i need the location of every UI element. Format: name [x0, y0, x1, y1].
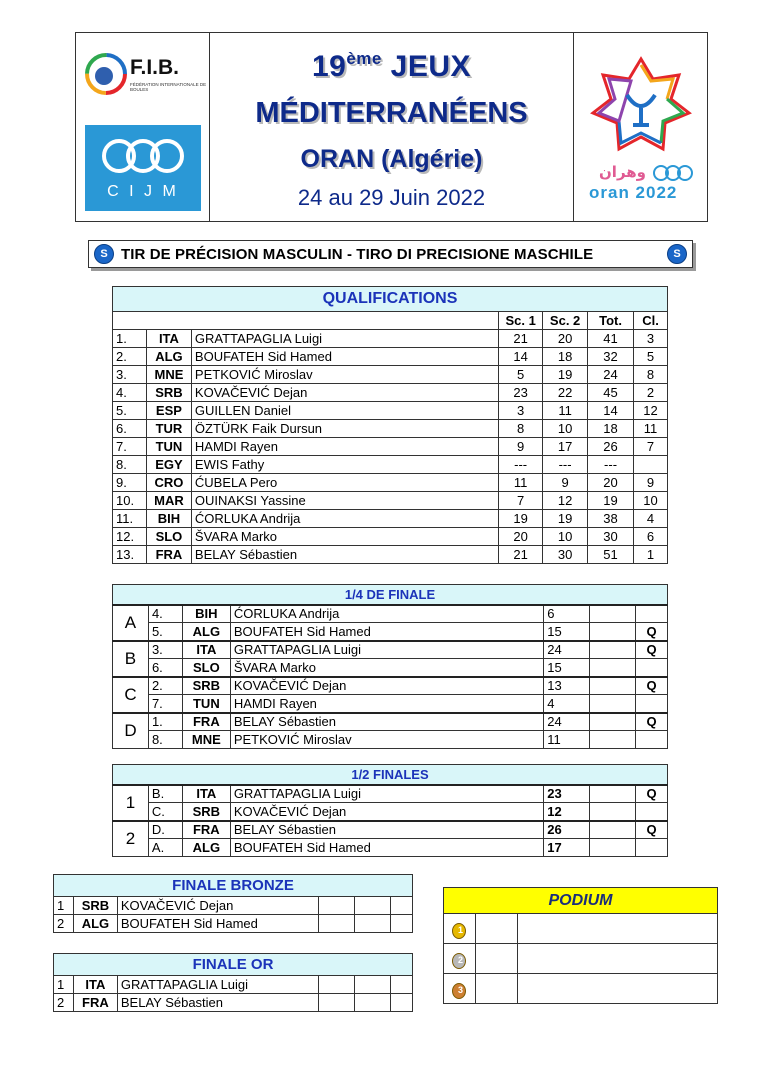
podium-name-cell [517, 944, 717, 974]
medal-number: 2 [457, 954, 463, 965]
table-row [113, 641, 668, 659]
title-line-3: ORAN (Algérie) [300, 145, 483, 173]
col-header-sc1: Sc. 1 [499, 312, 543, 330]
table-row [113, 348, 668, 366]
col-header-sc2: Sc. 2 [543, 312, 588, 330]
logos-right [573, 33, 707, 221]
rank-cell: 6. [113, 420, 147, 438]
gold-final-title: FINALE OR [54, 954, 413, 976]
title-number: 19 [311, 50, 347, 83]
country-cell: SLO [182, 659, 230, 677]
blank-cell [590, 713, 636, 731]
podium-country-cell [475, 944, 517, 974]
classification-cell [634, 456, 668, 474]
player-name-cell: GRATTAPAGLIA Luigi [230, 785, 543, 803]
seed-cell: 4. [148, 605, 182, 623]
group-label-cell: B [113, 641, 149, 677]
classification-cell: 8 [634, 366, 668, 384]
table-row [113, 366, 668, 384]
qualified-cell [636, 803, 668, 821]
table-row [113, 677, 668, 695]
score-cell: 17 [544, 839, 590, 857]
bronze-medal-icon [452, 983, 466, 999]
blank-cell [391, 915, 413, 933]
seed-cell: 7. [148, 695, 182, 713]
table-row [113, 659, 668, 677]
country-cell: EGY [146, 456, 191, 474]
score-1-cell: 21 [499, 546, 543, 564]
score-1-cell: 7 [499, 492, 543, 510]
rank-cell: 9. [113, 474, 147, 492]
blank-cell [590, 605, 636, 623]
blank-cell [590, 785, 636, 803]
group-label-cell: 2 [113, 821, 149, 857]
group-label-cell: C [113, 677, 149, 713]
player-name-cell: ŠVARA Marko [230, 659, 543, 677]
gold-final-table [53, 953, 413, 1012]
country-cell: FRA [182, 821, 230, 839]
score-2-cell: 10 [543, 528, 588, 546]
seed-cell: 1 [54, 976, 74, 994]
seed-cell: A. [148, 839, 182, 857]
rank-cell: 1. [113, 330, 147, 348]
title-block [210, 33, 573, 221]
qualified-cell: Q [636, 713, 668, 731]
player-name-cell: HAMDI Rayen [230, 695, 543, 713]
classification-cell: 12 [634, 402, 668, 420]
score-1-cell: --- [499, 456, 543, 474]
title-line-1 [210, 49, 573, 84]
qualified-cell: Q [636, 677, 668, 695]
table-row [54, 897, 413, 915]
country-cell: SLO [146, 528, 191, 546]
qualifications-table [112, 286, 668, 564]
blank-cell [319, 915, 355, 933]
semifinals-table [112, 764, 668, 857]
player-name-cell: ĆUBELA Pero [191, 474, 498, 492]
classification-cell: 3 [634, 330, 668, 348]
blank-cell [590, 659, 636, 677]
medal-number: 1 [457, 924, 463, 935]
qualified-cell [636, 659, 668, 677]
table-row [113, 420, 668, 438]
rank-cell: 13. [113, 546, 147, 564]
player-name-cell: ÖZTÜRK Faik Dursun [191, 420, 498, 438]
total-cell: 19 [588, 492, 634, 510]
score-cell: 13 [544, 677, 590, 695]
player-name-cell: EWIS Fathy [191, 456, 498, 474]
table-row [113, 695, 668, 713]
podium-row [444, 974, 718, 1004]
country-cell: ESP [146, 402, 191, 420]
blank-cell [355, 915, 391, 933]
table-row [113, 731, 668, 749]
oran-arabic-text: وهران [599, 164, 646, 181]
total-cell: 38 [588, 510, 634, 528]
score-2-cell: 19 [543, 510, 588, 528]
table-row [113, 456, 668, 474]
podium-title: PODIUM [444, 888, 718, 914]
podium-name-cell [517, 914, 717, 944]
blank-cell [319, 994, 355, 1012]
title-superscript: ème [346, 49, 382, 68]
classification-cell: 10 [634, 492, 668, 510]
country-cell: ALG [146, 348, 191, 366]
classification-cell: 7 [634, 438, 668, 456]
score-2-cell: 12 [543, 492, 588, 510]
seed-cell: 2 [54, 994, 74, 1012]
country-cell: CRO [146, 474, 191, 492]
total-cell: 41 [588, 330, 634, 348]
country-cell: SRB [146, 384, 191, 402]
medal-cell [444, 974, 476, 1004]
cijm-rings-icon [85, 131, 201, 181]
blank-cell [590, 803, 636, 821]
qualified-cell [636, 605, 668, 623]
country-cell: FRA [73, 994, 117, 1012]
rank-cell: 3. [113, 366, 147, 384]
score-1-cell: 9 [499, 438, 543, 456]
country-cell: TUR [146, 420, 191, 438]
blank-cell [590, 821, 636, 839]
blank-cell [355, 994, 391, 1012]
table-row [113, 546, 668, 564]
sport-badge-right-icon: S [667, 244, 687, 264]
rank-cell: 2. [113, 348, 147, 366]
score-2-cell: 9 [543, 474, 588, 492]
podium-table [443, 887, 718, 1004]
score-cell: 23 [544, 785, 590, 803]
score-1-cell: 5 [499, 366, 543, 384]
podium-row [444, 914, 718, 944]
fib-ball-icon [84, 52, 128, 96]
player-name-cell: PETKOVIĆ Miroslav [191, 366, 498, 384]
score-cell: 11 [544, 731, 590, 749]
blank-cell [590, 731, 636, 749]
table-row [113, 402, 668, 420]
country-cell: ITA [146, 330, 191, 348]
country-cell: MAR [146, 492, 191, 510]
player-name-cell: GRATTAPAGLIA Luigi [117, 976, 319, 994]
quarterfinals-title: 1/4 DE FINALE [113, 585, 668, 605]
country-cell: MNE [146, 366, 191, 384]
player-name-cell: BOUFATEH Sid Hamed [230, 623, 543, 641]
qualified-cell: Q [636, 785, 668, 803]
classification-cell: 6 [634, 528, 668, 546]
player-name-cell: OUINAKSI Yassine [191, 492, 498, 510]
medal-number: 3 [457, 984, 463, 995]
table-row [113, 330, 668, 348]
blank-cell [590, 641, 636, 659]
seed-cell: 5. [148, 623, 182, 641]
table-row [113, 510, 668, 528]
bronze-final-title: FINALE BRONZE [54, 875, 413, 897]
total-cell: 45 [588, 384, 634, 402]
country-cell: ALG [73, 915, 117, 933]
oran-star-icon [583, 51, 699, 161]
score-cell: 6 [544, 605, 590, 623]
country-cell: TUN [182, 695, 230, 713]
seed-cell: 1 [54, 897, 74, 915]
qualified-cell [636, 731, 668, 749]
rank-cell: 10. [113, 492, 147, 510]
blank-cell [391, 994, 413, 1012]
score-2-cell: --- [543, 456, 588, 474]
classification-cell: 2 [634, 384, 668, 402]
score-2-cell: 17 [543, 438, 588, 456]
podium-row [444, 944, 718, 974]
seed-cell: 8. [148, 731, 182, 749]
table-row [113, 384, 668, 402]
score-cell: 24 [544, 641, 590, 659]
gold-medal-icon [452, 923, 466, 939]
player-name-cell: GRATTAPAGLIA Luigi [230, 641, 543, 659]
country-cell: MNE [182, 731, 230, 749]
score-2-cell: 11 [543, 402, 588, 420]
score-cell: 12 [544, 803, 590, 821]
seed-cell: B. [148, 785, 182, 803]
score-2-cell: 20 [543, 330, 588, 348]
table-row [113, 803, 668, 821]
silver-medal-icon [452, 953, 466, 969]
player-name-cell: KOVAČEVIĆ Dejan [191, 384, 498, 402]
country-cell: SRB [73, 897, 117, 915]
score-1-cell: 3 [499, 402, 543, 420]
oran-2022-logo [583, 51, 699, 211]
score-2-cell: 22 [543, 384, 588, 402]
fib-subtext: FÉDÉRATION INTERNATIONALE DE BOULES [130, 82, 207, 92]
total-cell: 26 [588, 438, 634, 456]
qualified-cell: Q [636, 821, 668, 839]
player-name-cell: BOUFATEH Sid Hamed [191, 348, 498, 366]
total-cell: 18 [588, 420, 634, 438]
event-title: TIR DE PRÉCISION MASCULIN - TIRO DI PRECISIONE MASCHILE [121, 246, 594, 263]
score-cell: 15 [544, 659, 590, 677]
total-cell: 24 [588, 366, 634, 384]
quarterfinals-table [112, 584, 668, 749]
player-name-cell: ŠVARA Marko [191, 528, 498, 546]
seed-cell: C. [148, 803, 182, 821]
medal-cell [444, 944, 476, 974]
podium-country-cell [475, 914, 517, 944]
player-name-cell: ĆORLUKA Andrija [191, 510, 498, 528]
player-name-cell: BELAY Sébastien [191, 546, 498, 564]
qualifications-header-blank [113, 312, 499, 330]
player-name-cell: GRATTAPAGLIA Luigi [191, 330, 498, 348]
rank-cell: 4. [113, 384, 147, 402]
rank-cell: 5. [113, 402, 147, 420]
rank-cell: 8. [113, 456, 147, 474]
score-1-cell: 11 [499, 474, 543, 492]
country-cell: ITA [182, 641, 230, 659]
blank-cell [590, 839, 636, 857]
fib-logo [84, 48, 207, 103]
score-1-cell: 8 [499, 420, 543, 438]
score-1-cell: 19 [499, 510, 543, 528]
player-name-cell: BELAY Sébastien [230, 821, 543, 839]
table-row [54, 976, 413, 994]
country-cell: SRB [182, 803, 230, 821]
score-2-cell: 18 [543, 348, 588, 366]
title-line-2: MÉDITERRANÉENS [255, 97, 528, 129]
podium-name-cell [517, 974, 717, 1004]
cijm-text: C I J M [107, 183, 179, 200]
player-name-cell: KOVAČEVIĆ Dejan [230, 677, 543, 695]
bronze-final-table [53, 874, 413, 933]
player-name-cell: BOUFATEH Sid Hamed [230, 839, 543, 857]
score-cell: 4 [544, 695, 590, 713]
group-label-cell: A [113, 605, 149, 641]
score-1-cell: 23 [499, 384, 543, 402]
sport-badge-left-icon: S [94, 244, 114, 264]
blank-cell [590, 695, 636, 713]
country-cell: TUN [146, 438, 191, 456]
seed-cell: 3. [148, 641, 182, 659]
medal-cell [444, 914, 476, 944]
classification-cell: 9 [634, 474, 668, 492]
cijm-logo [85, 125, 201, 211]
podium-country-cell [475, 974, 517, 1004]
total-cell: 30 [588, 528, 634, 546]
blank-cell [319, 976, 355, 994]
blank-cell [391, 976, 413, 994]
total-cell: 32 [588, 348, 634, 366]
country-cell: BIH [146, 510, 191, 528]
oran-rings-icon [651, 163, 695, 183]
country-cell: ITA [182, 785, 230, 803]
player-name-cell: KOVAČEVIĆ Dejan [117, 897, 319, 915]
header-box [75, 32, 708, 222]
score-2-cell: 10 [543, 420, 588, 438]
score-1-cell: 20 [499, 528, 543, 546]
classification-cell: 5 [634, 348, 668, 366]
total-cell: 51 [588, 546, 634, 564]
qualified-cell: Q [636, 623, 668, 641]
rank-cell: 12. [113, 528, 147, 546]
logos-left [76, 33, 210, 221]
table-row [113, 474, 668, 492]
blank-cell [319, 897, 355, 915]
table-row [113, 713, 668, 731]
score-1-cell: 14 [499, 348, 543, 366]
group-label-cell: 1 [113, 785, 149, 821]
qualifications-title: QUALIFICATIONS [113, 287, 668, 312]
score-cell: 26 [544, 821, 590, 839]
seed-cell: 6. [148, 659, 182, 677]
col-header-tot: Tot. [588, 312, 634, 330]
title-line-4: 24 au 29 Juin 2022 [297, 185, 486, 210]
blank-cell [391, 897, 413, 915]
col-header-cl: Cl. [634, 312, 668, 330]
rank-cell: 7. [113, 438, 147, 456]
player-name-cell: ĆORLUKA Andrija [230, 605, 543, 623]
event-bar [88, 240, 693, 268]
player-name-cell: PETKOVIĆ Miroslav [230, 731, 543, 749]
player-name-cell: GUILLEN Daniel [191, 402, 498, 420]
player-name-cell: BELAY Sébastien [230, 713, 543, 731]
total-cell: 20 [588, 474, 634, 492]
group-label-cell: D [113, 713, 149, 749]
score-1-cell: 21 [499, 330, 543, 348]
player-name-cell: BELAY Sébastien [117, 994, 319, 1012]
country-cell: ALG [182, 839, 230, 857]
semifinals-title: 1/2 FINALES [113, 765, 668, 785]
blank-cell [355, 976, 391, 994]
seed-cell: 2 [54, 915, 74, 933]
country-cell: FRA [182, 713, 230, 731]
total-cell: --- [588, 456, 634, 474]
seed-cell: 1. [148, 713, 182, 731]
rank-cell: 11. [113, 510, 147, 528]
table-row [113, 821, 668, 839]
score-2-cell: 19 [543, 366, 588, 384]
oran-2022-text: oran 2022 [589, 183, 678, 202]
seed-cell: D. [148, 821, 182, 839]
country-cell: ITA [73, 976, 117, 994]
blank-cell [355, 897, 391, 915]
player-name-cell: BOUFATEH Sid Hamed [117, 915, 319, 933]
table-row [113, 492, 668, 510]
score-2-cell: 30 [543, 546, 588, 564]
player-name-cell: KOVAČEVIĆ Dejan [230, 803, 543, 821]
seed-cell: 2. [148, 677, 182, 695]
qualified-cell [636, 839, 668, 857]
blank-cell [590, 677, 636, 695]
country-cell: ALG [182, 623, 230, 641]
blank-cell [590, 623, 636, 641]
table-row [113, 438, 668, 456]
title-jeux: JEUX [381, 50, 472, 83]
table-row [54, 994, 413, 1012]
classification-cell: 11 [634, 420, 668, 438]
table-row [54, 915, 413, 933]
score-cell: 15 [544, 623, 590, 641]
table-row [113, 785, 668, 803]
qualified-cell: Q [636, 641, 668, 659]
country-cell: SRB [182, 677, 230, 695]
table-row [113, 623, 668, 641]
country-cell: BIH [182, 605, 230, 623]
fib-text: F.I.B. [130, 56, 180, 79]
table-row [113, 528, 668, 546]
country-cell: FRA [146, 546, 191, 564]
table-row [113, 605, 668, 623]
total-cell: 14 [588, 402, 634, 420]
table-row [113, 839, 668, 857]
classification-cell: 1 [634, 546, 668, 564]
player-name-cell: HAMDI Rayen [191, 438, 498, 456]
qualified-cell [636, 695, 668, 713]
score-cell: 24 [544, 713, 590, 731]
classification-cell: 4 [634, 510, 668, 528]
